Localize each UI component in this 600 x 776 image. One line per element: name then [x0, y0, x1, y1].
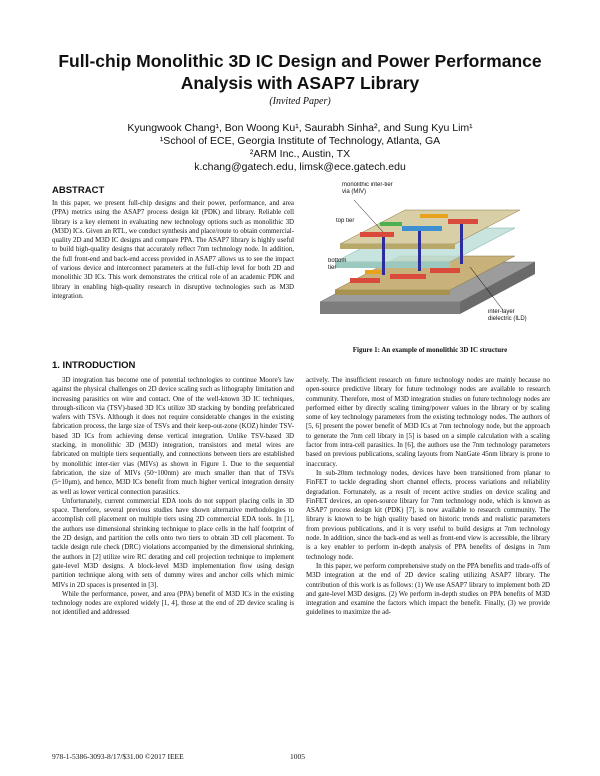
intro-paragraph: Unfortunately, current commercial EDA tools do not support placing cells in 3D space. Therefore, several previous studies have shown alternative methodologies to accomplish cell placement on multiple tiers using 2D commercial EDA tools. In [1], the authors use dimensional shrinking technique to place cells in the half footprint of the 2D design, and partition the cells onto two tiers to obtain 3D cell placement. To tackle design rule check (DRC) violations accompanied by the dimensional shrinking, the authors in [2] utilize wire RC derating and cell projection technique to implement gate-level M3D designs. A block-level M3D implementation flow using design partition technique along with sets of dummy wires and anchor cells which mimic MIVs in 2D spaces is presented in [3].: [52, 497, 294, 589]
miv-label: monolithic inter-tier via (MIV): [342, 182, 393, 195]
miv-via: [418, 231, 421, 271]
top-tier-layer-edge: [340, 244, 455, 249]
intro-paragraph: 3D integration has become one of potential technologies to continue Moore's law against the physical challenges on 2D device scaling such as lithography limitation and increasing parasitics on wire and contact. One of the well-known 3D IC techniques, through-silicon via (TSV)-based 3D ICs utilize 3D stacking by bonding prefabricated wafers with TSVs. Although it does not require considerable changes in the existing fabrication process, the large size of TSVs and their keep-out-zone (KOZ) hinder TSV-based 3D ICs from achieving dense vertical integration. Unlike TSV-based 3D stacking, in monolithic 3D (M3D) integration, transistors and metal wires are fabricated on multiple tiers sequentially, and connections between tiers are established by monolithic inter-tier vias (MIVs) as shown in Figure 1. Due to the sequential fabrication, the size of MIVs (50~100nm) are much smaller than that of TSVs (5~10μm), and hence, M3D ICs benefit from much higher vertical integration density as well as lower vertical connection parasitics.: [52, 377, 294, 496]
paper-title: Full-chip Monolithic 3D IC Design and Power Performance Analysis with ASAP7 Library: [58, 51, 542, 93]
figure-caption: Figure 1: An example of monolithic 3D IC structure: [352, 346, 508, 354]
top-tier-label-box: [336, 218, 358, 234]
top-tier-wire: [402, 226, 442, 231]
author-names: Kyungwook Chang¹, Bon Woong Ku¹, Saurabh Sinha², and Sung Kyu Lim¹: [127, 122, 473, 134]
top-tier-label: top tier: [336, 218, 355, 224]
invited-note: (Invited Paper): [269, 96, 331, 107]
intro-paragraph: In sub-20nm technology nodes, devices have been transitioned from planar to FinFET to tackle degrading short channel effects, process variations and reliability degradation. Fortunately, as a result of recent active studies on device scaling and FinFET devices, an open-source library for 7nm technology node, which is known as ASAP7 process design kit (PDK) [7], is now available to research community. The library is known to be high quality based on historic trends and realistic parameters from previous publications, and it is very useful to build designs at 7nm technology node. In addition, since the back-end as well as front-end view is accessible, the library is a key enabler to perform in-depth analysis of PPA benefits of designs in 7nm technology node.: [306, 469, 550, 561]
ild-label-box: [488, 309, 538, 339]
footer-isbn: 978-1-5386-3093-8/17/$31.00 ©2017 IEEE: [52, 752, 184, 761]
intro-paragraph: actively. The insufficient research on future technology nodes are mainly because no open-source predictive library for future technology nodes are available to research community. Therefore, most of M3D integration studies on future technology nodes are performed either by directly scaling timing/power values in the library or by scaling some of key technology parameters from the existing technology nodes. The authors of [5, 6] present the power benefit of M3D ICs at 7nm technology node, but the approach to generate the 7nm cell library in [5] is based on a simple calculation with a scaling factor from intra-cell parasitics. In [6], the authors use the 7nm technology parameters based on previous publications, scaling layouts from NanGate 45nm library is prone to inaccuracy.: [306, 377, 550, 468]
intro-left-column: [52, 376, 294, 618]
intro-right-column: [306, 376, 550, 618]
top-tier-wire: [448, 219, 478, 224]
top-tier-wire: [380, 222, 402, 226]
substrate-front-face: [320, 302, 460, 314]
bottom-tier-wire: [390, 274, 426, 279]
m3d-structure-figure: [310, 182, 550, 340]
affiliation-1: ¹School of ECE, Georgia Institute of Technology, Atlanta, GA: [159, 135, 441, 147]
miv-via: [382, 237, 385, 275]
intro-paragraph: While the performance, power, and area (PPA) benefit of M3D ICs in the existing technology nodes are explored widely [1, 4], those at the end of 2D device scaling is not identified and addressed: [52, 590, 294, 617]
intro-heading: 1. INTRODUCTION: [52, 360, 136, 371]
miv-label-box: [342, 182, 402, 208]
top-tier-wire: [420, 214, 448, 218]
ild-label: inter-layer dielectric (ILD): [488, 309, 527, 322]
bottom-tier-wire: [430, 268, 460, 273]
bottom-tier-label: bottom tier: [328, 258, 347, 271]
page-number: 1005: [290, 752, 305, 761]
affiliation-2: ²ARM Inc., Austin, TX: [249, 148, 351, 160]
miv-via: [460, 224, 463, 264]
top-tier-wire: [360, 232, 394, 237]
abstract-text: [52, 199, 294, 301]
bottom-tier-metal-edge: [335, 290, 450, 295]
bottom-tier-label-box: [328, 258, 356, 274]
abstract-paragraph: In this paper, we present full-chip designs and their power, performance, and area (PPA) metrics using the ASAP7 process design kit (PDK) and library. Reliable cell library is a key element in evaluating new technology options such as monolithic 3D (M3D) ICs. Given an RTL, we conduct synthesis and place/route to obtain commercial-quality 2D and M3D IC designs and compare PPA. The ASAP7 library is highly useful to build high-quality designs that accurately reflect 7nm technology node. In addition, the full front-end and back-end access provided in ASAP7 allows us to see the impact of various device and interconnect parameters at the full-chip level for both 2D and monolithic 3D ICs. This work demonstrates the critical role of an academic PDK and library in enabling high-quality research in disruptive technologies such as M3D integration.: [52, 200, 294, 300]
intro-paragraph: In this paper, we perform comprehensive study on the PPA benefits and trade-offs of M3D integration at the end of 2D device scaling utilizing ASAP7 library. The contribution of this work is as follows: (1) We use ASAP7 library to implement both 2D and gate-level M3D designs. (2) We perform in-depth studies on PPA benefits of M3D integration and examine the factors which impact the benefit. Finally, (3) we provide guidelines to maximize the ad-: [306, 562, 550, 617]
abstract-heading: ABSTRACT: [52, 185, 105, 196]
author-emails: k.chang@gatech.edu, limsk@ece.gatech.edu: [194, 161, 406, 173]
bottom-tier-wire: [350, 278, 380, 283]
author-block: [0, 122, 600, 174]
